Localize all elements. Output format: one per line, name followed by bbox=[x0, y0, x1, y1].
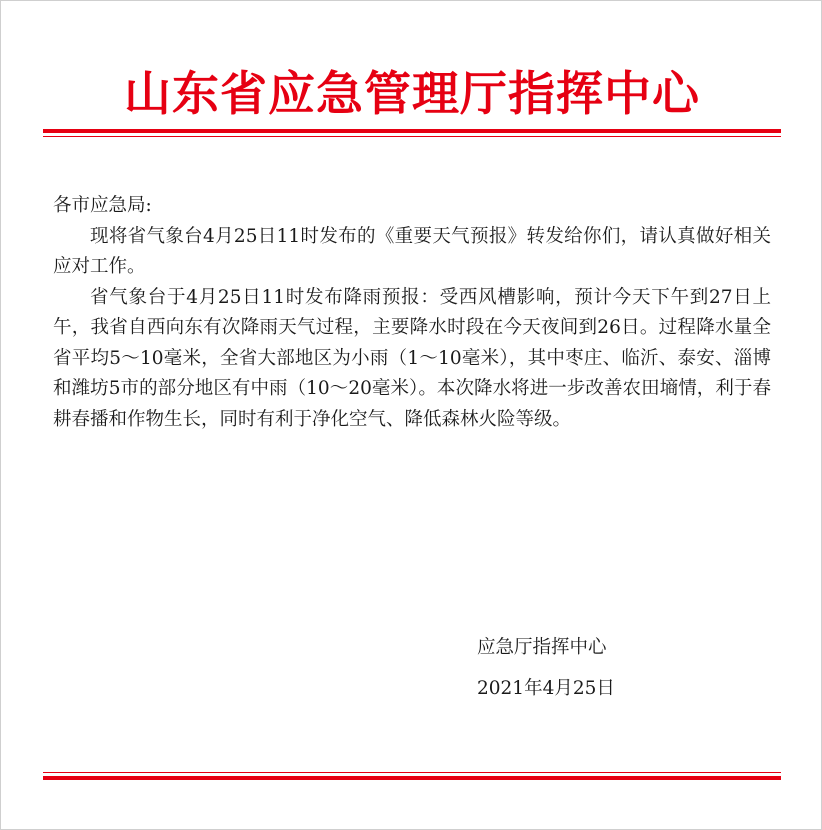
document-title: 山东省应急管理厅指挥中心 bbox=[124, 67, 700, 122]
signature-date: 2021年4月25日 bbox=[477, 678, 615, 699]
footer-divider-thick bbox=[43, 776, 781, 780]
body-paragraph-2: 省气象台于4月25日11时发布降雨预报：受西风槽影响，预计今天下午到27日上午，我省自西向东有次降雨天气过程，主要降水时段在今天夜间到26日。过程降水量全省平均5～10毫米，全省大部地区为小雨（1～10毫米），其中枣庄、临沂、泰安、淄博和潍坊5市的部分地区有中雨（10～20毫米）。本次降水将进一步改善农田墒情，利于春耕春播和作物生长，同时有利于净化空气、降低森林火险等级。 bbox=[53, 286, 771, 430]
document-body bbox=[53, 191, 771, 435]
signature-organization: 应急厅指挥中心 bbox=[477, 637, 607, 658]
body-paragraph-1: 现将省气象台4月25日11时发布的《重要天气预报》转发给你们，请认真做好相关应对工作。 bbox=[53, 225, 771, 277]
salutation: 各市应急局: bbox=[53, 195, 152, 216]
footer-divider-thin bbox=[43, 772, 781, 773]
header-divider-thick bbox=[43, 129, 781, 133]
header-divider-thin bbox=[43, 136, 781, 137]
